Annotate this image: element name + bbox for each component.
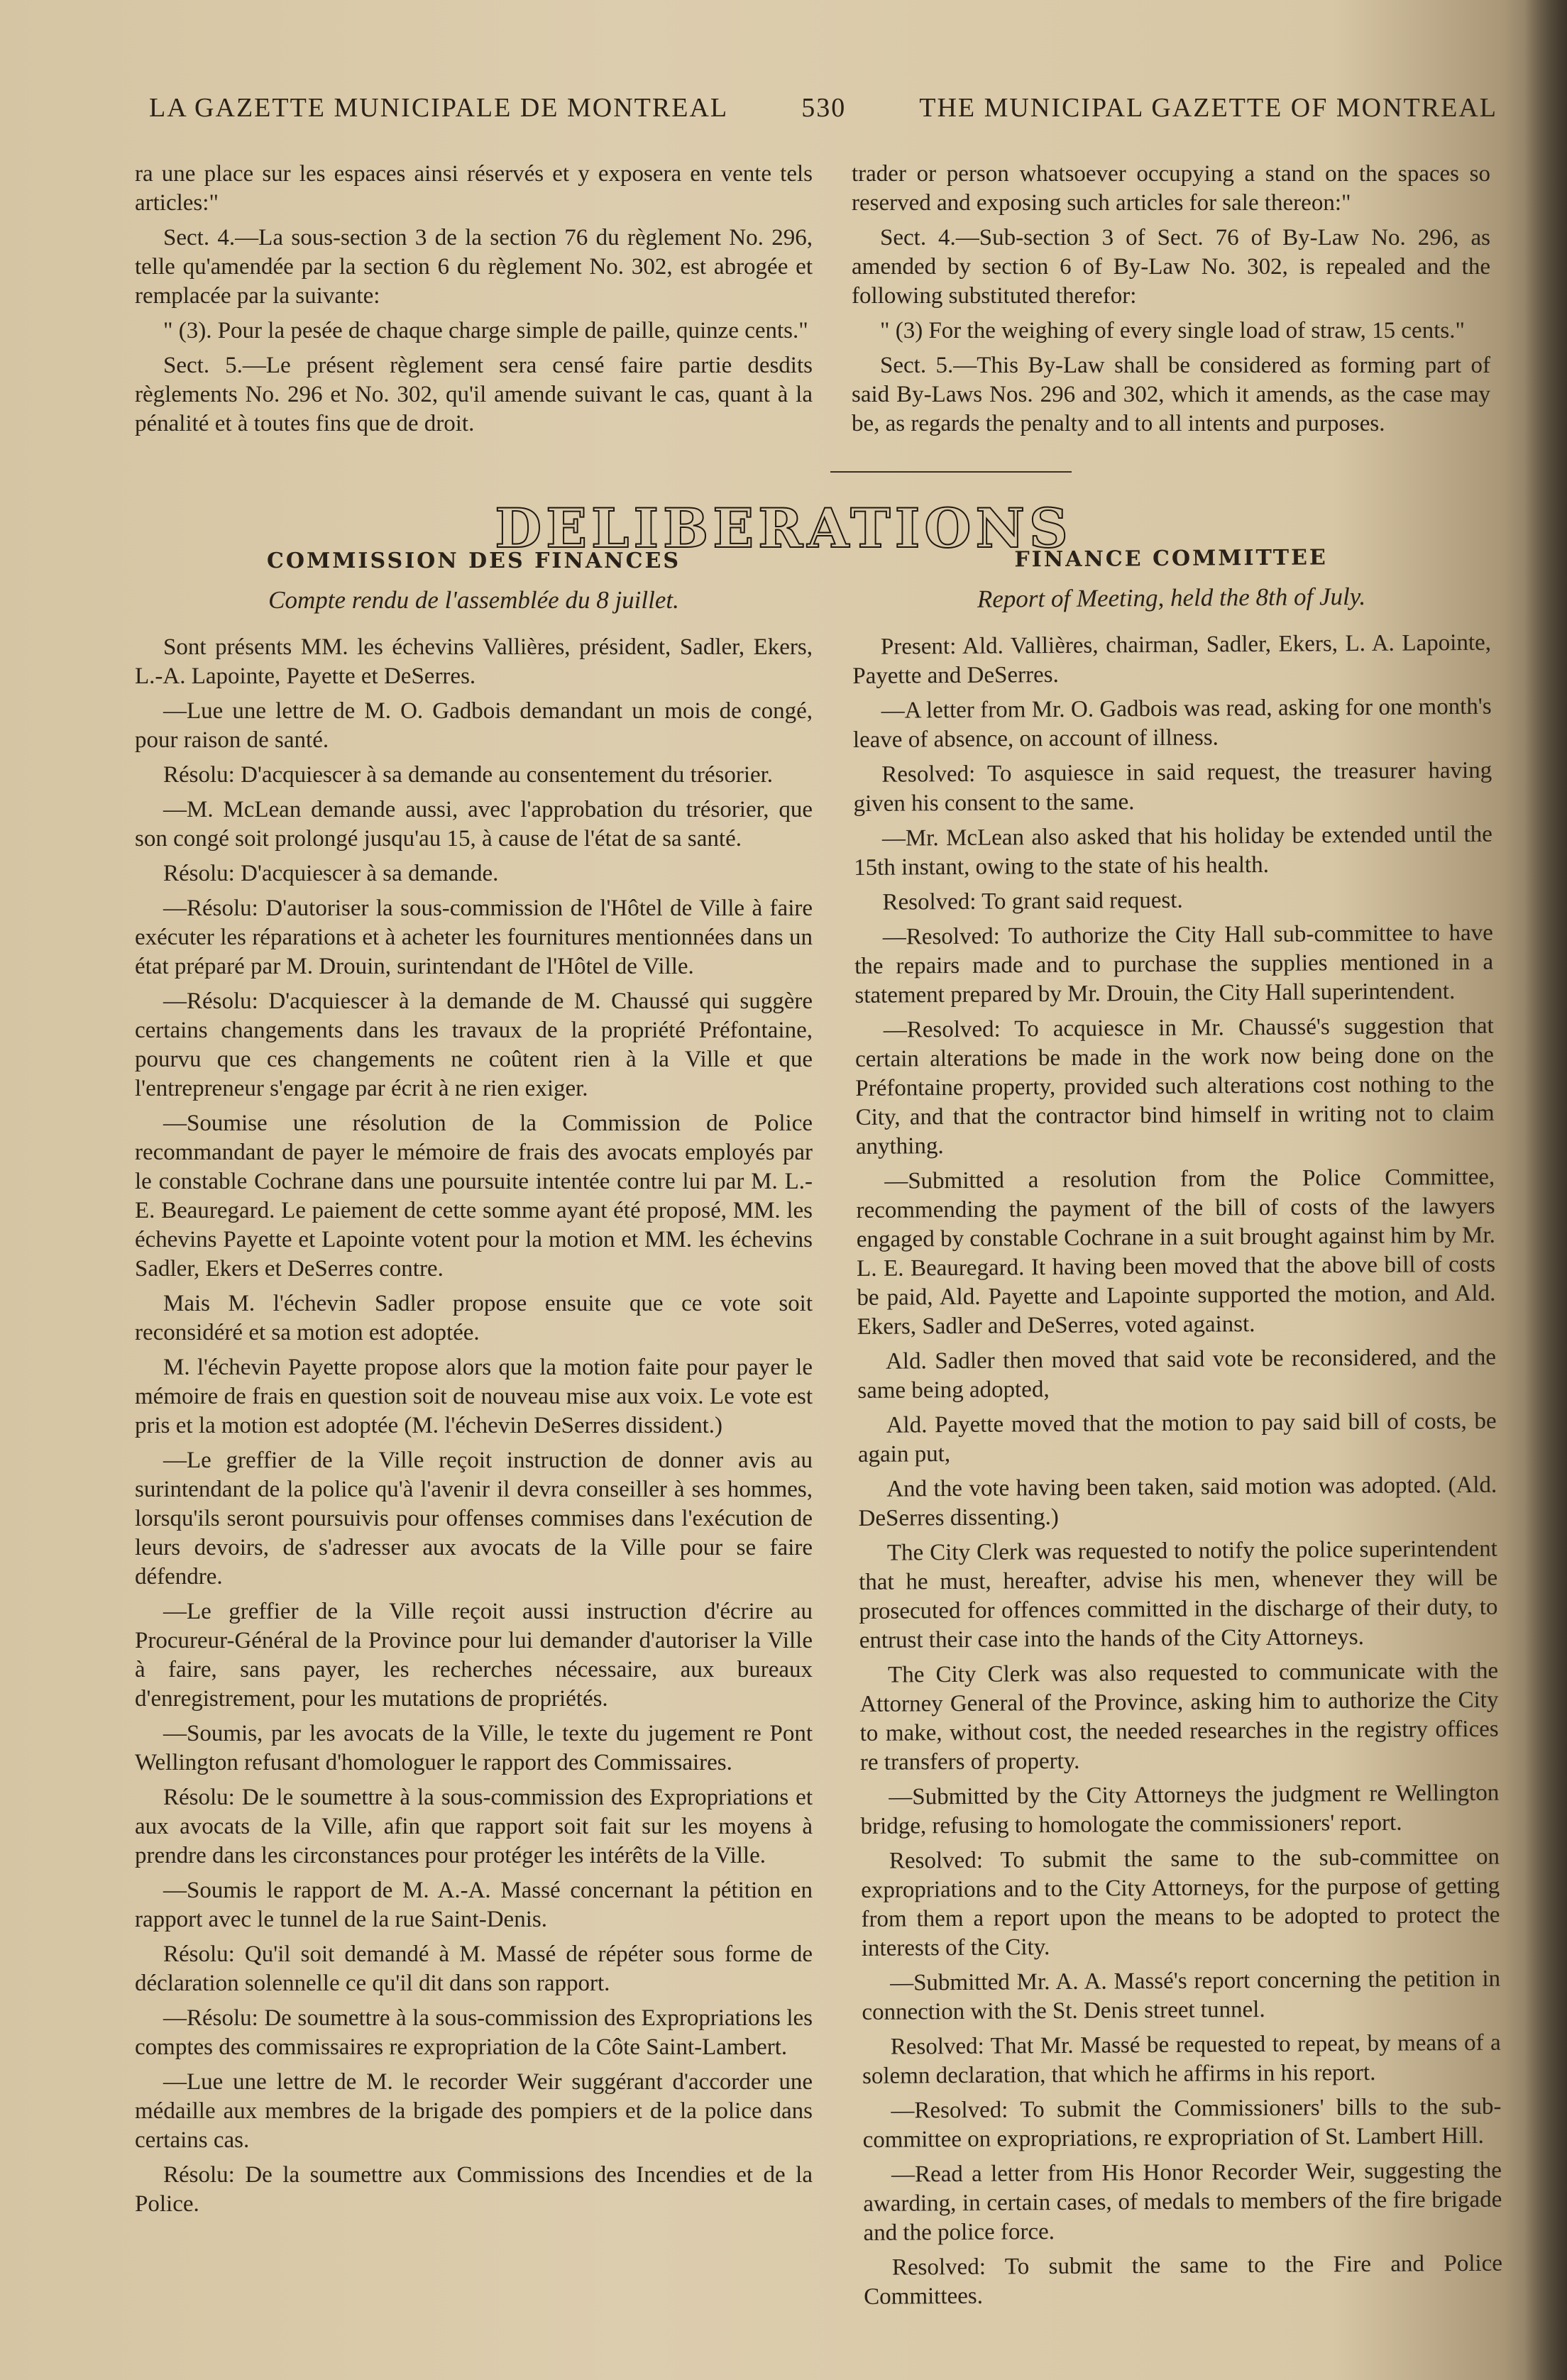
paragraph: Sect. 5.—This By-Law shall be considered as forming part of said By-Laws Nos. 296 and 302, which it amends, as the case may be, as regards the penalty and to all intents and purposes.: [852, 353, 1490, 436]
french-minutes-column: [135, 546, 813, 2225]
paragraph: The City Clerk was also requested to communicate with the Attorney General of the Province, asking him to authorize the City to make, without cost, the needed researches in the registry offices re transfers of property.: [859, 1658, 1499, 1775]
column-heading: COMMISSION DES FINANCES: [266, 549, 681, 573]
paragraph: Résolu: De le soumettre à la sous-commission des Expropriations et aux avocats de la Ville, afin que rapport soit fait sur les moyens à prendre dans les circonstances pour protéger les intérêts de la Ville.: [135, 1785, 813, 1868]
paragraph: Mais M. l'échevin Sadler propose ensuite que ce vote soit reconsidéré et sa motion est adoptée.: [135, 1291, 813, 1345]
paragraph: Resolved: To asquiesce in said request, the treasurer having given his consent to the same.: [853, 757, 1492, 817]
paragraph: Sect. 4.—La sous-section 3 de la section 76 du règlement No. 296, telle qu'amendée par la section 6 du règlement No. 302, est abrogée et remplacée par la suivante:: [135, 225, 813, 309]
paragraph: —Soumis, par les avocats de la Ville, le texte du jugement re Pont Wellington refusant d'homologuer le rapport des Commissaires.: [135, 1721, 813, 1775]
column-heading: FINANCE COMMITTEE: [1014, 545, 1328, 573]
bylaw-english-continuation: [852, 160, 1490, 444]
paragraph: M. l'échevin Payette propose alors que la motion faite pour payer le mémoire de frais en question soit de nouveau mise aux voix. Le vote est pris et la motion est adoptée (M. l'échevin DeSerres dissident.): [135, 1355, 813, 1438]
paragraph: —Le greffier de la Ville reçoit instruction de donner avis au surintendant de la police qu'à l'avenir il devra conseiller à ses hommes, lorsqu'ils seront poursuivis pour offenses commises dans l'exécution de leurs devoirs, de s'adresser aux avocats de la Ville pour se faire défendre.: [135, 1448, 813, 1590]
paragraph: Present: Ald. Vallières, chairman, Sadler, Ekers, L. A. Lapointe, Payette and DeSerres.: [852, 629, 1492, 689]
paragraph: —M. McLean demande aussi, avec l'approbation du trésorier, que son congé soit prolongé jusqu'au 15, à cause de l'état de sa santé.: [135, 797, 813, 852]
paragraph: Resolved: To grant said request.: [882, 887, 1183, 915]
column-subtitle: Report of Meeting, held the 8th of July.: [977, 582, 1366, 613]
english-minutes-column: [852, 542, 1502, 2318]
section-divider: [830, 471, 1072, 473]
paragraph: Ald. Sadler then moved that said vote be reconsidered, and the same being adopted,: [857, 1344, 1497, 1404]
paragraph: —Resolved: To submit the Commissioners' bills to the sub-committee on expropriations, re expropriation of St. Lambert Hill.: [862, 2093, 1502, 2153]
paragraph: Resolved: That Mr. Massé be requested to repeat, by means of a solemn declaration, that which he affirms in his report.: [862, 2029, 1501, 2089]
paragraph: And the vote having been taken, said motion was adopted. (Ald. DeSerres dissenting.): [858, 1472, 1497, 1531]
paragraph: —Résolu: D'acquiescer à la demande de M. Chaussé qui suggère certains changements dans les travaux de la propriété Préfontaine, pourvu que ces changements ne coûtent rien à la Ville et que l'entrepreneur s'engage par écrit à ne rien exiger.: [135, 988, 813, 1101]
paragraph: The City Clerk was requested to notify the police superintendent that he must, hereafter, advise his men, whenever they will be prosecuted for offences committed in the discharge of their duty, to entrust their case into the hands of the City Attorneys.: [859, 1536, 1498, 1653]
paragraph: Résolu: D'acquiescer à sa demande.: [163, 861, 499, 886]
paragraph: —Resolved: To acquiesce in Mr. Chaussé's suggestion that certain alterations be made in the work now being done on the Préfontaine property, provided such alterations cost nothing to the City, and that the contractor bind himself in writing not to claim anything.: [854, 1013, 1495, 1159]
paragraph: —Soumise une résolution de la Commission de Police recommandant de payer le mémoire de frais des avocats employés par le constable Cochrane dans une poursuite intentée contre lui par M. L.-E. Beauregard. Le paiement de cette somme ayant été proposé, MM. les échevins Payette et Lapointe votent pour la motion et MM. les échevins Sadler, Ekers et DeSerres contre.: [135, 1111, 813, 1282]
paragraph: trader or person whatsoever occupying a stand on the spaces so reserved and exposing such articles for sale thereon:": [852, 161, 1490, 216]
paragraph: Sect. 5.—Le présent règlement sera censé faire partie desdits règlements No. 296 et No. 302, qu'il amende suivant le cas, quant à la pénalité et à toutes fins que de droit.: [135, 353, 813, 436]
paragraph: Résolu: Qu'il soit demandé à M. Massé de répéter sous forme de déclaration solennelle ce qu'il dit dans son rapport.: [135, 1941, 813, 1996]
page-spine-shadow: [1524, 0, 1567, 2380]
paragraph: —Submitted by the City Attorneys the judgment re Wellington bridge, refusing to homologate the commissioners' report.: [860, 1780, 1500, 1839]
section-title: DELIBERATIONS: [495, 497, 1072, 560]
header-french-title: LA GAZETTE MUNICIPALE DE MONTREAL: [149, 93, 729, 123]
paragraph: —Submitted Mr. A. A. Massé's report concerning the petition in connection with the St. Denis street tunnel.: [862, 1966, 1501, 2025]
paragraph: —Soumis le rapport de M. A.-A. Massé concernant la pétition en rapport avec le tunnel de la rue Saint-Denis.: [135, 1878, 813, 1932]
paragraph: " (3) For the weighing of every single load of straw, 15 cents.": [880, 318, 1465, 343]
page-header: [149, 92, 1497, 123]
paragraph: " (3). Pour la pesée de chaque charge simple de paille, quinze cents.": [163, 318, 808, 343]
header-english-title: THE MUNICIPAL GAZETTE OF MONTREAL: [919, 93, 1497, 123]
paragraph: Sont présents MM. les échevins Vallières, président, Sadler, Ekers, L.-A. Lapointe, Payette et DeSerres.: [135, 634, 813, 689]
paragraph: —Submitted a resolution from the Police Committee, recommending the payment of the bill of costs of the lawyers engaged by constable Cochrane in a suit brought against him by Mr. L. E. Beauregard. It having been moved that the above bill of costs be paid, Ald. Payette and Lapointe supported the motion, and Ald. Ekers, Sadler and DeSerres, voted against.: [856, 1164, 1496, 1340]
paragraph: —Le greffier de la Ville reçoit aussi instruction d'écrire au Procureur-Général de la Province pour lui demander d'autoriser la Ville à faire, sans payer, les recherches nécessaire, aux bureaux d'enregistrement, pour les mutations de propriétés.: [135, 1599, 813, 1712]
bylaw-french-continuation: [135, 160, 813, 444]
paragraph: —Resolved: To authorize the City Hall sub-committee to have the repairs made and to purchase the supplies mentioned in a statement prepared by Mr. Drouin, the City Hall superintendent.: [854, 920, 1494, 1008]
paragraph: —Résolu: De soumettre à la sous-commission des Expropriations les comptes des commissaires re expropriation de la Côte Saint-Lambert.: [135, 2005, 813, 2060]
paragraph: —Mr. McLean also asked that his holiday be extended until the 15th instant, owing to the state of his health.: [854, 821, 1492, 881]
paragraph: Ald. Payette moved that the motion to pay said bill of costs, be again put,: [857, 1408, 1497, 1467]
paragraph: Résolu: D'acquiescer à sa demande au consentement du trésorier.: [163, 762, 774, 788]
paragraph: ra une place sur les espaces ainsi réservés et y exposera en vente tels articles:": [135, 161, 813, 216]
paragraph: Sect. 4.—Sub-section 3 of Sect. 76 of By-Law No. 296, as amended by section 6 of By-Law No. 302, is repealed and the following substituted therefor:: [852, 225, 1490, 309]
column-subtitle: Compte rendu de l'assemblée du 8 juillet.: [268, 586, 679, 614]
paragraph: Résolu: De la soumettre aux Commissions des Incendies et de la Police.: [135, 2162, 813, 2217]
paragraph: —Résolu: D'autoriser la sous-commission de l'Hôtel de Ville à faire exécuter les réparations et à acheter les fournitures mentionnées dans un état préparé par M. Drouin, surintendant de l'Hôtel de Ville.: [135, 896, 813, 979]
paragraph: —Read a letter from His Honor Recorder Weir, suggesting the awarding, in certain cases, of medals to members of the fire brigade and the police force.: [863, 2157, 1502, 2246]
paragraph: —Lue une lettre de M. O. Gadbois demandant un mois de congé, pour raison de santé.: [135, 698, 813, 753]
page-number: 530: [801, 93, 847, 123]
paragraph: —A letter from Mr. O. Gadbois was read, asking for one month's leave of absence, on account of illness.: [852, 693, 1492, 753]
paragraph: Resolved: To submit the same to the Fire and Police Committees.: [864, 2250, 1503, 2310]
paragraph: Resolved: To submit the same to the sub-committee on expropriations and to the City Attorneys, for the purpose of getting from them a report upon the means to be adopted to protect the interests of the City.: [861, 1844, 1500, 1961]
paragraph: —Lue une lettre de M. le recorder Weir suggérant d'accorder une médaille aux membres de la brigade des pompiers et de la police dans certains cas.: [135, 2069, 813, 2153]
